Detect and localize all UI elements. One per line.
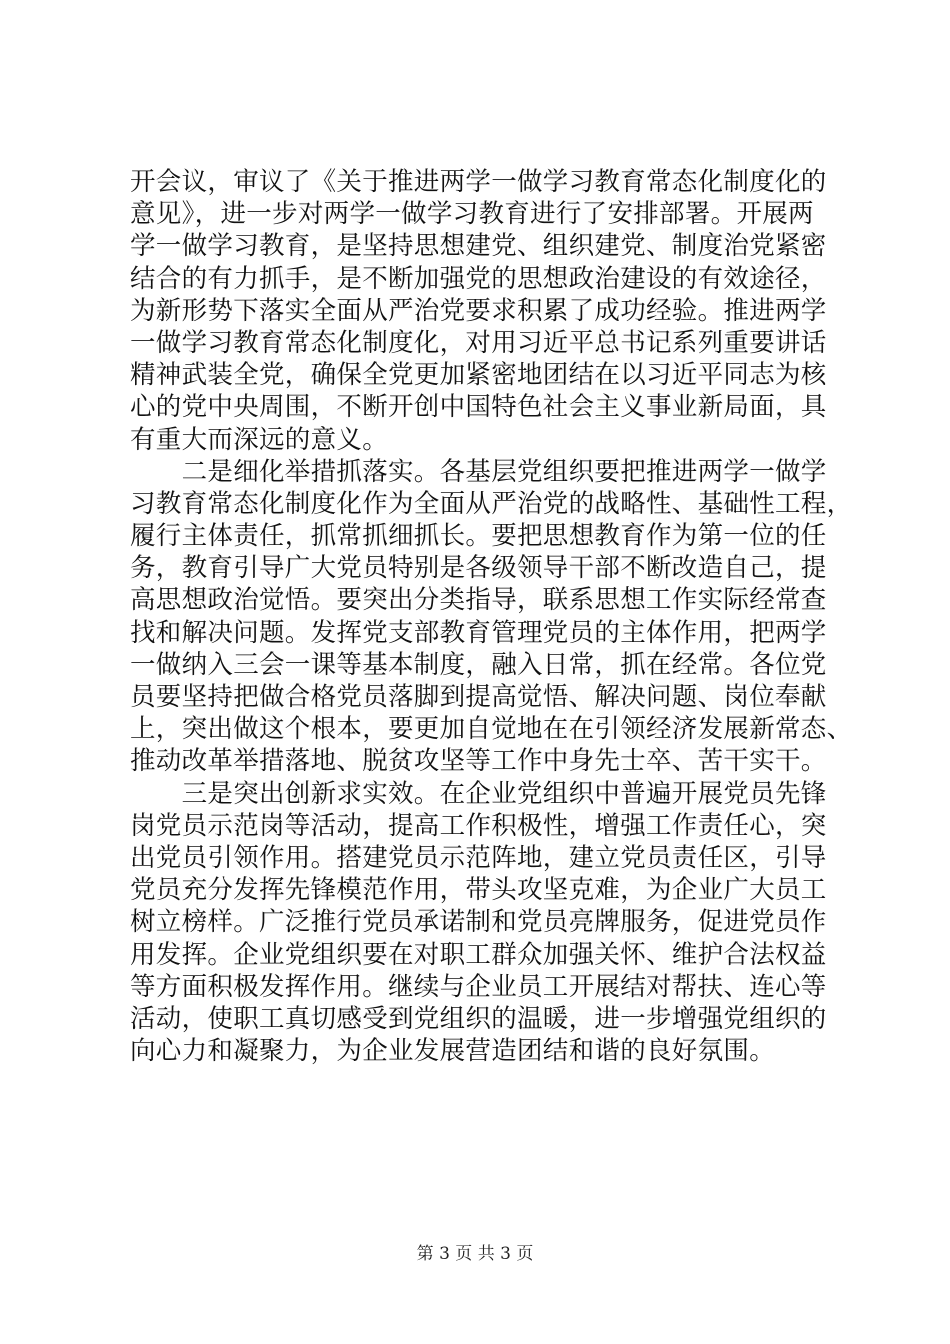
text-line: 务，教育引导广大党员特别是各级领导干部不断改造自己，提 bbox=[130, 553, 827, 584]
text-line: 活动，使职工真切感受到党组织的温暖，进一步增强党组织的 bbox=[130, 1003, 827, 1034]
text-line: 找和解决问题。发挥党支部教育管理党员的主体作用，把两学 bbox=[130, 617, 827, 648]
text-line: 二是细化举措抓落实。各基层党组织要把推进两学一做学 bbox=[130, 456, 827, 487]
text-line: 等方面积极发挥作用。继续与企业员工开展结对帮扶、连心等 bbox=[130, 971, 827, 1002]
text-line: 推动改革举措落地、脱贫攻坚等工作中身先士卒、苦干实干。 bbox=[130, 746, 827, 777]
text-line: 用发挥。企业党组织要在对职工群众加强关怀、维护合法权益 bbox=[130, 939, 827, 970]
document-body bbox=[130, 166, 853, 1067]
text-line: 上，突出做这个根本，要更加自觉地在在引领经济发展新常态、 bbox=[130, 714, 853, 745]
text-line: 习教育常态化制度化作为全面从严治党的战略性、基础性工程， bbox=[130, 488, 853, 519]
text-line: 有重大而深远的意义。 bbox=[130, 424, 389, 455]
text-line: 一做学习教育常态化制度化，对用习近平总书记系列重要讲话 bbox=[130, 327, 827, 358]
text-line: 心的党中央周围，不断开创中国特色社会主义事业新局面，具 bbox=[130, 392, 827, 423]
text-line: 党员充分发挥先锋模范作用，带头攻坚克难，为企业广大员工 bbox=[130, 875, 827, 906]
text-line: 为新形势下落实全面从严治党要求积累了成功经验。推进两学 bbox=[130, 295, 827, 326]
text-line: 精神武装全党，确保全党更加紧密地团结在以习近平同志为核 bbox=[130, 360, 827, 391]
text-line: 意见》，进一步对两学一做学习教育进行了安排部署。开展两 bbox=[130, 199, 814, 230]
text-line: 结合的有力抓手，是不断加强党的思想政治建设的有效途径， bbox=[130, 263, 827, 294]
text-line: 学一做学习教育，是坚持思想建党、组织建党、制度治党紧密 bbox=[130, 231, 827, 262]
text-line: 岗党员示范岗等活动，提高工作积极性，增强工作责任心，突 bbox=[130, 810, 827, 841]
text-line: 向心力和凝聚力，为企业发展营造团结和谐的良好氛围。 bbox=[130, 1036, 776, 1067]
text-line: 开会议，审议了《关于推进两学一做学习教育常态化制度化的 bbox=[130, 167, 827, 197]
text-line: 出党员引领作用。搭建党员示范阵地，建立党员责任区，引导 bbox=[130, 842, 827, 873]
text-line: 树立榜样。广泛推行党员承诺制和党员亮牌服务，促进党员作 bbox=[130, 907, 827, 938]
page-number-footer: 第 3 页 共 3 页 bbox=[416, 1244, 534, 1264]
text-line: 三是突出创新求实效。在企业党组织中普遍开展党员先锋 bbox=[130, 778, 827, 809]
text-line: 高思想政治觉悟。要突出分类指导，联系思想工作实际经常查 bbox=[130, 585, 827, 616]
text-line: 员要坚持把做合格党员落脚到提高觉悟、解决问题、岗位奉献 bbox=[130, 682, 827, 712]
text-line: 一做纳入三会一课等基本制度，融入日常，抓在经常。各位党 bbox=[130, 649, 827, 680]
text-line: 履行主体责任，抓常抓细抓长。要把思想教育作为第一位的任 bbox=[130, 521, 827, 552]
